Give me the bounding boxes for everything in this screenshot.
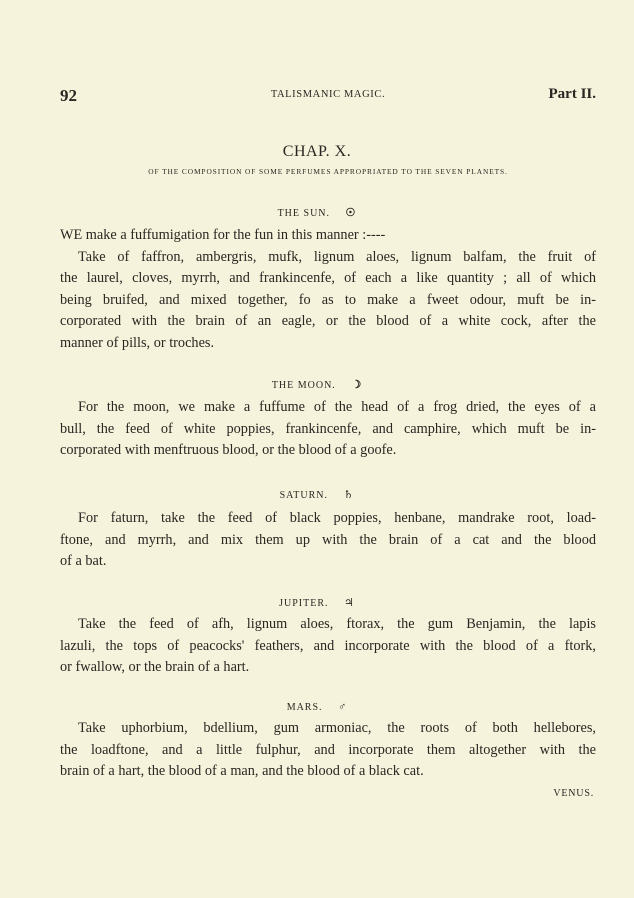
jupiter-line-2: lazuli, the tops of peacocks' feathers, and incorporate with the blood of a ftork, <box>60 637 596 654</box>
mars-heading <box>0 701 634 713</box>
moon-line-2: bull, the feed of white poppies, frankincenfe, and camphire, which muft be in- <box>60 420 596 437</box>
running-title: TALISMANIC MAGIC. <box>270 89 386 100</box>
mars-paragraph <box>60 718 596 783</box>
sun-intro: WE make a fuffumigation for the fun in this manner :---- <box>60 227 386 243</box>
mars-line-2: the loadftone, and a little fulphur, and incorporate them altogether with the <box>60 741 596 758</box>
saturn-line-3: of a bat. <box>60 553 107 570</box>
mars-heading-text: MARS. <box>286 702 323 713</box>
mars-line-1: Take uphorbium, bdellium, gum armoniac, the roots of both hellebores, <box>78 720 596 736</box>
jupiter-line-3: or fwallow, or the brain of a hart. <box>60 659 250 676</box>
catchword: VENUS. <box>553 788 594 799</box>
moon-heading <box>0 378 634 391</box>
sun-heading <box>0 206 634 219</box>
saturn-heading-text: SATURN. <box>279 490 329 501</box>
jupiter-heading <box>0 596 634 609</box>
moon-paragraph <box>60 397 596 462</box>
moon-line-3: corporated with menftruous blood, or the blood of a goofe. <box>60 442 397 459</box>
jupiter-paragraph <box>60 614 596 679</box>
mars-symbol-icon: ♂ <box>338 701 348 713</box>
sun-paragraph <box>60 225 596 355</box>
moon-heading-text: THE MOON. <box>271 380 336 391</box>
sun-line-3: being bruifed, and mixed together, fo as to make a fweet odour, muft be in- <box>60 291 596 308</box>
chapter-title: CHAP. X. <box>282 143 352 160</box>
jupiter-symbol-icon: ♃ <box>344 597 355 609</box>
sun-heading-text: THE SUN. <box>277 208 331 219</box>
page-number: 92 <box>60 86 77 105</box>
saturn-paragraph <box>60 508 596 573</box>
page-header <box>60 86 596 106</box>
jupiter-line-1: Take the feed of afh, lignum aloes, ftorax, the gum Benjamin, the lapis <box>78 616 596 632</box>
sun-line-5: manner of pills, or troches. <box>60 334 215 351</box>
saturn-heading <box>0 488 634 501</box>
sun-line-2: the laurel, cloves, myrrh, and frankincenfe, of each a like quantity ; all of which <box>60 270 596 287</box>
sun-symbol-icon: ☉ <box>345 207 357 219</box>
chapter-subtitle: OF THE COMPOSITION OF SOME PERFUMES APPROPRIATED TO THE SEVEN PLANETS. <box>148 167 508 176</box>
moon-symbol-icon: ☽ <box>351 379 363 391</box>
sun-line-4: corporated with the brain of an eagle, or the blood of a white cock, after the <box>60 313 596 330</box>
saturn-line-2: ftone, and myrrh, and mix them up with the brain of a cat and the blood <box>60 531 596 548</box>
saturn-line-1: For faturn, take the feed of black poppies, henbane, mandrake root, load- <box>78 510 596 526</box>
mars-line-3: brain of a hart, the blood of a man, and the blood of a black cat. <box>60 763 424 780</box>
saturn-symbol-icon: ♄ <box>343 489 355 501</box>
jupiter-heading-text: JUPITER. <box>279 598 329 609</box>
moon-line-1: For the moon, we make a fuffume of the head of a frog dried, the eyes of a <box>78 399 596 415</box>
part-label: Part II. <box>548 86 596 102</box>
sun-line-1: Take of faffron, ambergris, mufk, lignum aloes, lignum balfam, the fruit of <box>78 248 596 265</box>
